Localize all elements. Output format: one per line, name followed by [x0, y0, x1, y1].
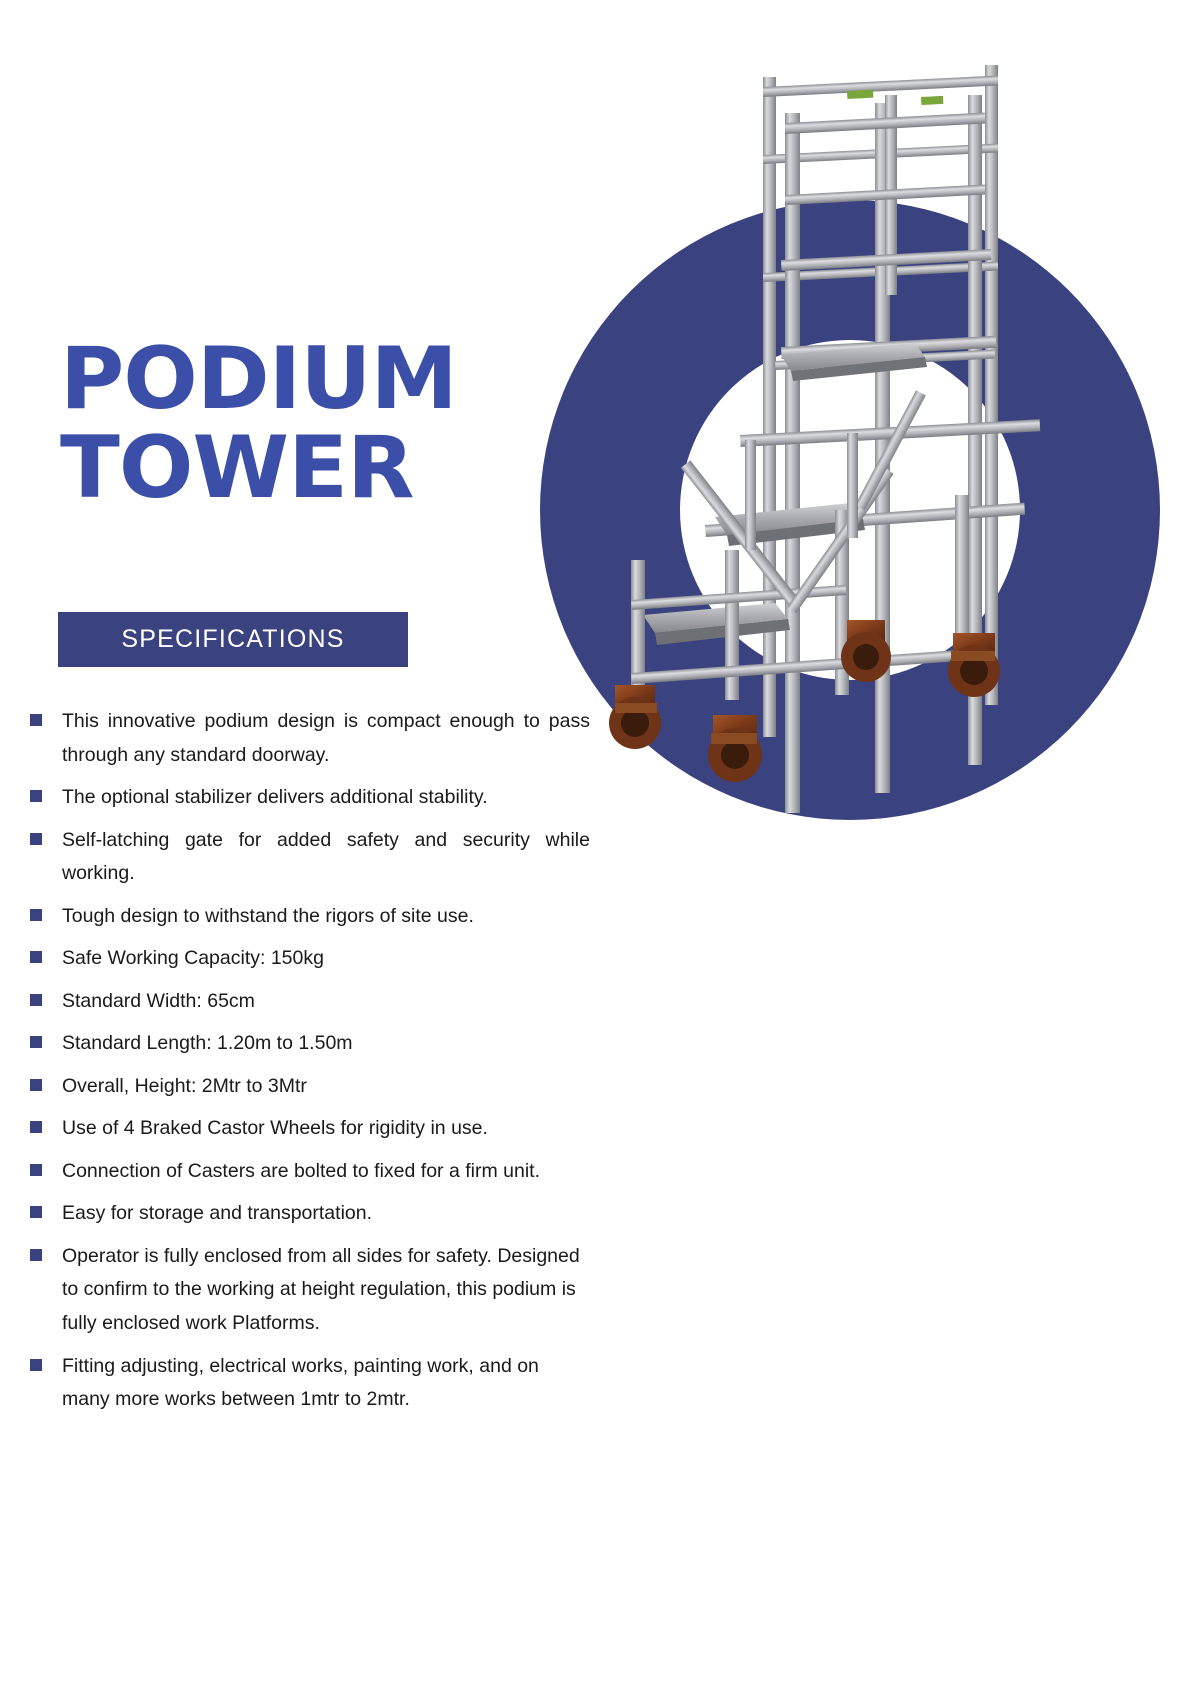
list-item-label: Safe Working Capacity: 150kg: [62, 947, 324, 970]
bullet-square-icon: [30, 909, 42, 921]
bullet-square-icon: [30, 1121, 42, 1133]
bullet-square-icon: [30, 994, 42, 1006]
title-line-2: TOWER: [60, 418, 414, 519]
bullet-square-icon: [30, 1206, 42, 1218]
bullet-square-icon: [30, 714, 42, 726]
list-item-label: Standard Width: 65cm: [62, 989, 255, 1012]
podium-tower-image: [585, 55, 1065, 845]
list-item-label: The optional stabilizer delivers additional stability.: [62, 786, 488, 809]
list-item: [30, 1155, 590, 1189]
list-item-label: Standard Length: 1.20m to 1.50m: [62, 1032, 353, 1055]
bullet-square-icon: [30, 833, 42, 845]
list-item: [30, 781, 590, 815]
list-item-label: Overall, Height: 2Mtr to 3Mtr: [62, 1074, 307, 1097]
list-item: [30, 705, 590, 772]
list-item-label: This innovative podium design is compact enough to pass through any standard doorway.: [62, 710, 590, 766]
list-item: [30, 1070, 590, 1104]
specifications-list: [30, 705, 590, 1426]
list-item-label: Easy for storage and transportation.: [62, 1202, 373, 1225]
specifications-heading-label: SPECIFICATIONS: [121, 625, 345, 653]
list-item-label: Fitting adjusting, electrical works, painting work, and on many more works between 1mtr to 2mtr.: [62, 1354, 539, 1411]
list-item: [30, 985, 590, 1019]
list-item: [30, 1027, 590, 1061]
bullet-square-icon: [30, 951, 42, 963]
specifications-heading-bar: [58, 612, 408, 667]
bullet-square-icon: [30, 1249, 42, 1261]
bullet-square-icon: [30, 1079, 42, 1091]
list-item: [30, 824, 590, 891]
list-item-label: Tough design to withstand the rigors of site use.: [62, 904, 474, 927]
page-title: [60, 329, 530, 519]
list-item: [30, 900, 590, 934]
bullet-square-icon: [30, 1036, 42, 1048]
list-item: [30, 1240, 590, 1341]
list-item-label: Self-latching gate for added safety and security while working.: [62, 828, 590, 885]
list-item: [30, 1350, 590, 1417]
bullet-square-icon: [30, 1164, 42, 1176]
bullet-square-icon: [30, 790, 42, 802]
bullet-square-icon: [30, 1359, 42, 1371]
list-item: [30, 1197, 590, 1231]
title-line-1: PODIUM: [60, 329, 457, 429]
list-item: [30, 1112, 590, 1146]
list-item: [30, 942, 590, 976]
list-item-label: Connection of Casters are bolted to fixed for a firm unit.: [62, 1159, 540, 1182]
list-item-label: Use of 4 Braked Castor Wheels for rigidity in use.: [62, 1117, 488, 1140]
list-item-label: Operator is fully enclosed from all sides for safety. Designed to confirm to the working at height regulation, this podium is fully enclosed work Platforms.: [62, 1244, 580, 1334]
